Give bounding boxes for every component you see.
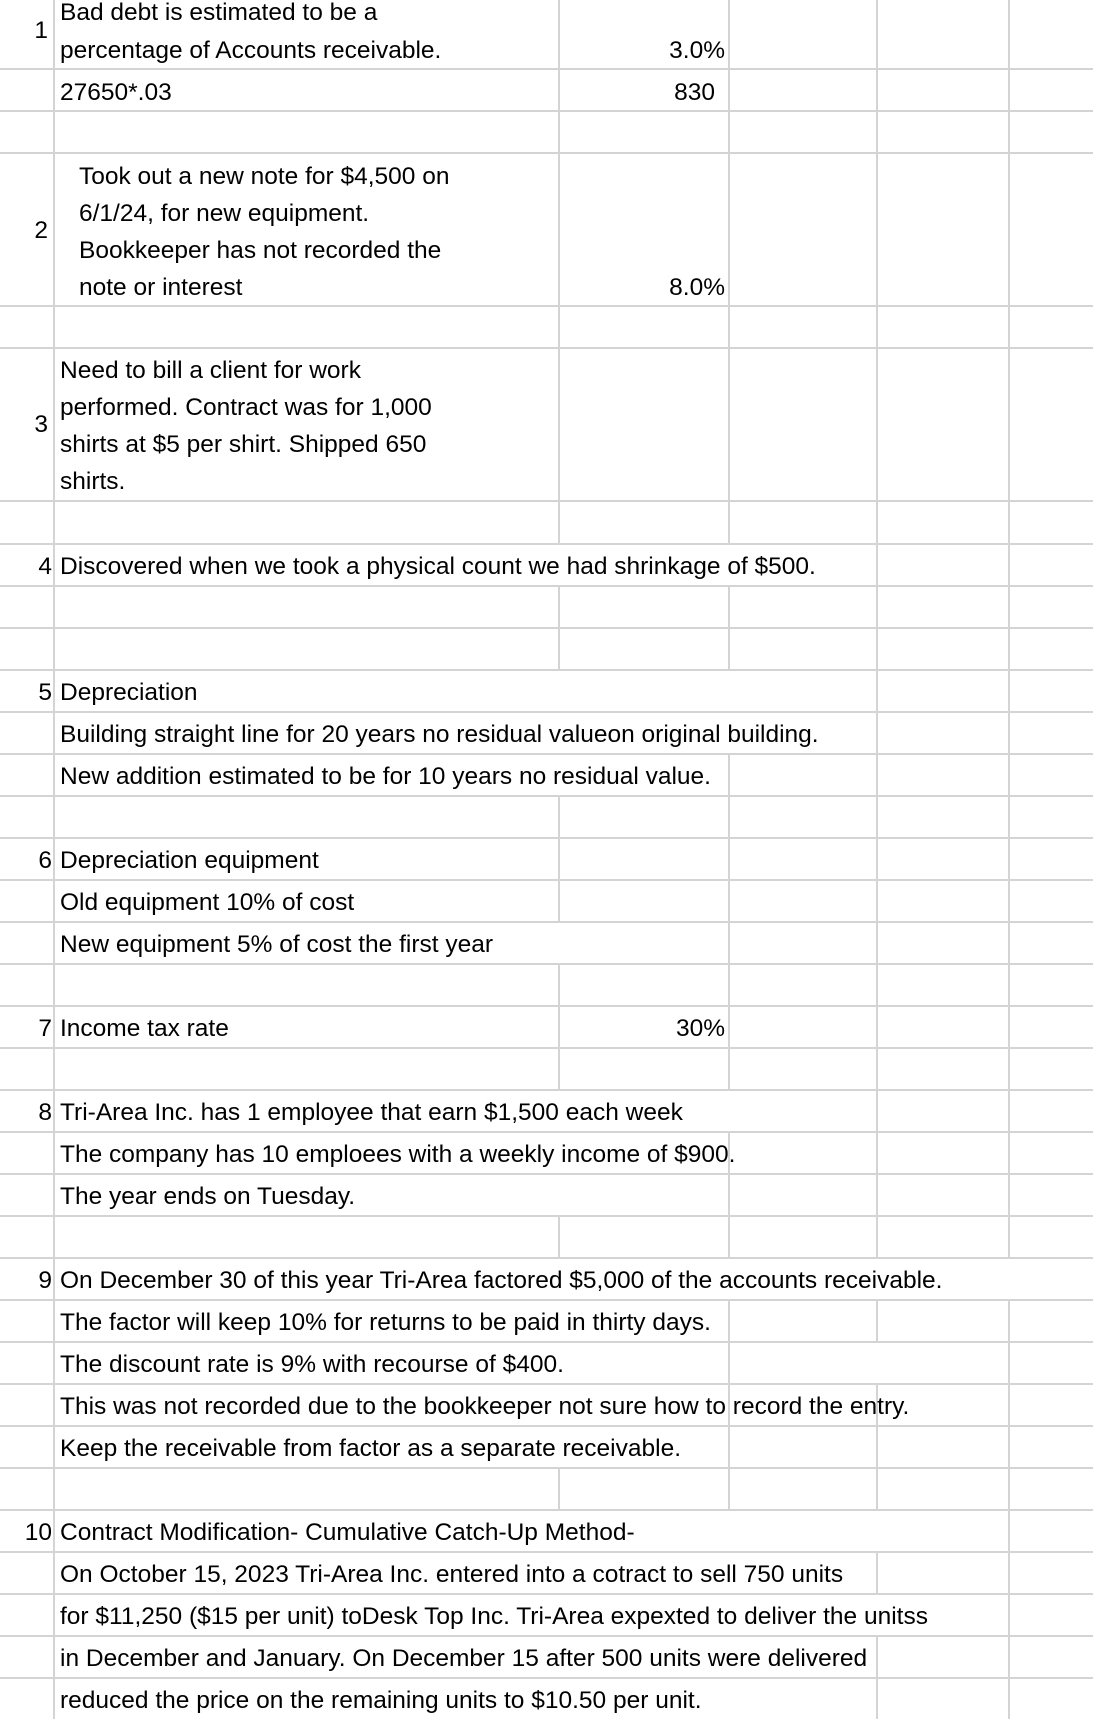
item-text-line: Took out a new note for $4,500 on: [79, 163, 450, 190]
item-text-line: Contract Modification- Cumulative Catch-Up Method-: [60, 1519, 635, 1546]
item-text-line: Bad debt is estimated to be a: [60, 0, 378, 26]
item-text-line: 6/1/24, for new equipment.: [79, 200, 370, 227]
item-number: 5: [38, 679, 52, 706]
rate-cell: 30%: [675, 1015, 725, 1042]
item-text-line: Old equipment 10% of cost: [60, 889, 355, 916]
item-text-line: reduced the price on the remaining units to $10.50 per unit.: [60, 1687, 702, 1714]
item-text-line: in December and January. On December 15 after 500 units were delivered: [60, 1645, 868, 1672]
item-text-line: On December 30 of this year Tri-Area factored $5,000 of the accounts receivable.: [60, 1267, 943, 1294]
item-number: 2: [34, 217, 48, 244]
item-text-line: for $11,250 ($15 per unit) toDesk Top Inc. Tri-Area expexted to deliver the unitss: [60, 1603, 928, 1630]
item-text-line: Building straight line for 20 years no residual valueon original building.: [60, 721, 819, 748]
item-text-line: performed. Contract was for 1,000: [60, 394, 432, 421]
item-number: 8: [38, 1099, 52, 1126]
item-text-line: note or interest: [79, 274, 243, 301]
item-text-line: The factor will keep 10% for returns to be paid in thirty days.: [60, 1309, 711, 1336]
item-text-line: On October 15, 2023 Tri-Area Inc. entered into a cotract to sell 750 units: [60, 1561, 844, 1588]
item-text-line: The year ends on Tuesday.: [60, 1183, 356, 1210]
item-text-line: shirts.: [60, 468, 126, 495]
amount-cell: 830: [674, 79, 715, 106]
item-text-line: Depreciation equipment: [60, 847, 319, 874]
item-text-line: The company has 10 emploees with a weekly income of $900.: [60, 1141, 736, 1168]
item-number: 3: [34, 411, 48, 438]
item-text-line: New equipment 5% of cost the first year: [60, 931, 494, 958]
item-text-line: This was not recorded due to the bookkeeper not sure how to record the entry.: [60, 1393, 910, 1420]
item-number: 1: [34, 17, 48, 44]
item-text-line: shirts at $5 per shirt. Shipped 650: [60, 431, 427, 458]
item-text-line: Need to bill a client for work: [60, 357, 361, 384]
item-number: 7: [38, 1015, 52, 1042]
item-number: 4: [38, 553, 52, 580]
item-text-line: Depreciation: [60, 679, 198, 706]
item-number: 10: [24, 1519, 52, 1546]
item-text-line: The discount rate is 9% with recourse of $400.: [60, 1351, 564, 1378]
calc-cell: 27650*.03: [60, 79, 172, 106]
item-text-line: Keep the receivable from factor as a separate receivable.: [60, 1435, 682, 1462]
item-text-line: Discovered when we took a physical count we had shrinkage of $500.: [60, 553, 816, 580]
rate-cell: 8.0%: [669, 274, 725, 301]
item-text-line: New addition estimated to be for 10 years no residual value.: [60, 763, 711, 790]
item-number: 9: [38, 1267, 52, 1294]
item-text-line: Bookkeeper has not recorded the: [79, 237, 442, 264]
item-text-line: percentage of Accounts receivable.: [60, 37, 442, 64]
item-text-line: Tri-Area Inc. has 1 employee that earn $1,500 each week: [60, 1099, 683, 1126]
rate-cell: 3.0%: [669, 37, 725, 64]
item-number: 6: [38, 847, 52, 874]
item-text-line: Income tax rate: [60, 1015, 229, 1042]
